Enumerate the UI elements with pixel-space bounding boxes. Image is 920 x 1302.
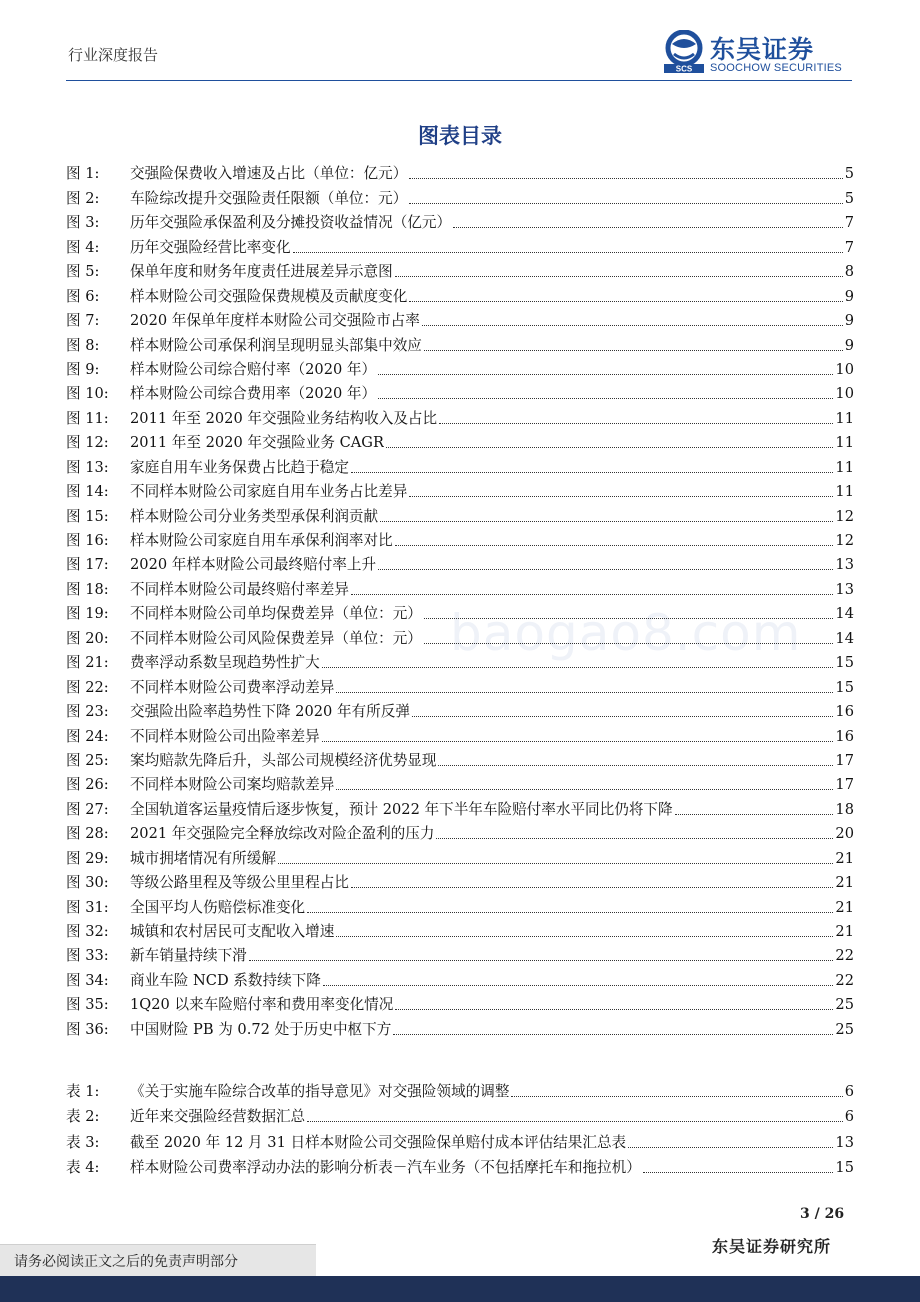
figure-entry[interactable]	[66, 623, 854, 647]
leader-dots	[378, 397, 833, 399]
figure-entry[interactable]	[66, 599, 854, 623]
figure-entry-title: 城镇和农村居民可支配收入增速	[130, 923, 335, 940]
figure-entry[interactable]	[66, 697, 854, 721]
leader-dots	[307, 1120, 843, 1122]
report-type-label: 行业深度报告	[68, 46, 159, 64]
figure-entry[interactable]	[66, 941, 854, 965]
leader-dots	[336, 691, 833, 693]
figure-entry[interactable]	[66, 183, 854, 207]
footer-org: 东吴证券研究所	[712, 1237, 832, 1256]
figure-entry-page: 10	[835, 360, 854, 378]
figure-entry-title: 样本财险公司承保利润呈现明显头部集中效应	[130, 336, 422, 354]
figure-entry-page: 17	[835, 776, 854, 794]
page-title: 图表目录	[418, 123, 502, 148]
figure-entry-title: 车险综改提升交强险责任限额（单位：元）	[130, 189, 408, 207]
figure-entry-label: 图 17:	[66, 556, 109, 574]
figure-entry-title: 不同样本财险公司出险率差异	[130, 727, 320, 745]
figure-entry-title: 样本财险公司交强险保费规模及贡献度变化	[130, 287, 408, 305]
figure-entry-label: 图 24:	[66, 727, 109, 745]
figure-entry-label: 图 36:	[66, 1020, 109, 1038]
figure-entry-label: 图 21:	[66, 654, 109, 672]
table-entry-label: 表 3:	[66, 1133, 100, 1151]
figure-entry-label: 图 18:	[66, 580, 109, 598]
table-entry[interactable]	[66, 1075, 854, 1101]
figure-entry[interactable]	[66, 306, 854, 330]
figure-entry[interactable]	[66, 843, 854, 867]
figure-entry[interactable]	[66, 232, 854, 256]
figure-entry[interactable]	[66, 990, 854, 1014]
table-entry-title: 样本财险公司费率浮动办法的影响分析表－汽车业务（不包括摩托车和拖拉机）	[130, 1159, 641, 1176]
figure-entry-page: 10	[835, 385, 854, 403]
leader-dots	[643, 1171, 834, 1173]
figure-entry-title: 不同样本财险公司费率浮动差异	[130, 678, 335, 696]
leader-dots	[409, 202, 842, 204]
figure-entry[interactable]	[66, 965, 854, 989]
leader-dots	[336, 788, 833, 790]
leader-dots	[249, 959, 834, 961]
svg-text:SCS: SCS	[675, 64, 693, 74]
figure-entry-page: 9	[844, 287, 854, 305]
figure-entry-page: 12	[835, 532, 854, 549]
table-entry[interactable]	[66, 1126, 854, 1152]
figure-entry-page: 16	[835, 727, 854, 745]
figure-entry-label: 图 26:	[66, 776, 109, 794]
figure-entry-label: 图 32:	[66, 923, 109, 940]
table-entry-label: 表 1:	[66, 1082, 100, 1100]
figure-entry[interactable]	[66, 159, 854, 183]
figure-entry[interactable]	[66, 550, 854, 574]
figure-entry-title: 交强险保费收入增速及占比（单位：亿元）	[130, 165, 408, 183]
figure-entry-label: 图 12:	[66, 434, 109, 452]
figure-entry-page: 5	[844, 189, 854, 207]
leader-dots	[322, 666, 834, 668]
figure-entry-page: 15	[835, 678, 854, 696]
figure-entry-label: 图 23:	[66, 703, 109, 721]
figure-entry-page: 9	[844, 312, 854, 330]
figure-entry[interactable]	[66, 672, 854, 696]
table-entry-page: 6	[844, 1108, 854, 1125]
figure-entry-title: 商业车险 NCD 系数持续下降	[130, 971, 321, 989]
figure-entry-label: 图 1:	[66, 165, 100, 183]
figure-entry-label: 图 16:	[66, 532, 109, 549]
figure-entry-page: 11	[835, 409, 854, 427]
figure-entry-page: 11	[835, 458, 854, 476]
leader-dots	[409, 177, 842, 179]
leader-dots	[393, 1033, 833, 1035]
figure-entry[interactable]	[66, 501, 854, 525]
leader-dots	[439, 422, 833, 424]
table-entry-title: 近年来交强险经营数据汇总	[130, 1108, 306, 1125]
figure-entry-label: 图 28:	[66, 825, 109, 843]
figure-entry-title: 历年交强险经营比率变化	[130, 238, 291, 256]
figure-entry-title: 不同样本财险公司案均赔款差异	[130, 776, 335, 794]
watermark: baogao8.com	[450, 604, 802, 662]
figure-entry-label: 图 13:	[66, 458, 109, 476]
leader-dots	[412, 715, 834, 717]
figure-entry[interactable]	[66, 526, 854, 550]
leader-dots	[323, 984, 834, 986]
figure-entry-page: 22	[835, 947, 854, 965]
figure-entry[interactable]	[66, 746, 854, 770]
figure-entry-page: 5	[844, 165, 854, 183]
figure-entry-label: 图 9:	[66, 360, 100, 378]
figure-entry-title: 全国平均人伤赔偿标准变化	[130, 898, 306, 916]
figure-list	[66, 159, 854, 1039]
leader-dots	[438, 764, 833, 766]
leader-dots	[378, 568, 833, 570]
figure-entry-title: 交强险出险率趋势性下降 2020 年有所反弹	[130, 703, 410, 721]
figure-entry[interactable]	[66, 403, 854, 427]
figure-entry-title: 2011 年至 2020 年交强险业务 CAGR	[130, 434, 384, 452]
figure-entry-page: 13	[835, 580, 854, 598]
soochow-logo-icon	[662, 30, 706, 74]
leader-dots	[453, 226, 843, 228]
figure-entry-page: 14	[835, 629, 854, 647]
figure-entry-label: 图 6:	[66, 287, 100, 305]
table-entry-page: 13	[835, 1133, 854, 1151]
figure-entry-page: 9	[844, 336, 854, 354]
figure-entry-title: 全国轨道客运量疫情后逐步恢复，预计 2022 年下半年车险赔付率水平同比仍将下降	[130, 800, 673, 818]
leader-dots	[307, 911, 833, 913]
figure-entry-page: 14	[835, 605, 854, 623]
figure-entry-label: 图 31:	[66, 898, 109, 916]
figure-entry[interactable]	[66, 208, 854, 232]
figure-entry-title: 不同样本财险公司最终赔付率差异	[130, 580, 349, 598]
figure-entry-label: 图 20:	[66, 629, 109, 647]
figure-entry-title: 中国财险 PB 为 0.72 处于历史中枢下方	[130, 1020, 392, 1038]
leader-dots	[511, 1095, 842, 1097]
figure-entry-page: 7	[844, 238, 854, 256]
leader-dots	[380, 520, 833, 522]
figure-entry-label: 图 27:	[66, 800, 109, 818]
leader-dots	[436, 837, 833, 839]
page-indicator: 3 / 26	[800, 1206, 845, 1222]
leader-dots	[351, 471, 834, 473]
figure-entry-title: 城市拥堵情况有所缓解	[130, 849, 276, 867]
figure-entry-label: 图 33:	[66, 947, 109, 965]
figure-entry-label: 图 35:	[66, 996, 109, 1014]
figure-entry-title: 2020 年保单年度样本财险公司交强险市占率	[130, 312, 420, 330]
figure-entry-label: 图 5:	[66, 263, 100, 281]
leader-dots	[336, 935, 833, 937]
figure-entry-label: 图 34:	[66, 971, 109, 989]
figure-entry-title: 样本财险公司综合费用率（2020 年）	[130, 385, 377, 403]
figure-entry-page: 22	[835, 971, 854, 989]
footer-bar	[0, 1276, 920, 1302]
figure-entry-label: 图 8:	[66, 336, 100, 354]
figure-entry-page: 21	[835, 923, 854, 940]
figure-entry-page: 16	[835, 703, 854, 721]
figure-entry-page: 21	[835, 874, 854, 892]
leader-dots	[351, 593, 834, 595]
leader-dots	[409, 300, 842, 302]
leader-dots	[409, 495, 833, 497]
figure-entry-page: 11	[835, 434, 854, 452]
disclaimer-box	[0, 1244, 316, 1277]
figure-entry-label: 图 25:	[66, 751, 109, 769]
leader-dots	[322, 740, 834, 742]
figure-entry-page: 25	[835, 1020, 854, 1038]
figure-entry-label: 图 30:	[66, 874, 109, 892]
figure-entry-label: 图 22:	[66, 678, 109, 696]
figure-entry-label: 图 29:	[66, 849, 109, 867]
leader-dots	[293, 251, 843, 253]
leader-dots	[351, 886, 834, 888]
figure-entry-page: 7	[844, 214, 854, 232]
figure-entry-page: 18	[835, 800, 854, 818]
leader-dots	[422, 324, 843, 326]
figure-entry-page: 15	[835, 654, 854, 672]
table-entry-label: 表 4:	[66, 1159, 100, 1176]
figure-entry[interactable]	[66, 477, 854, 501]
table-entry-label: 表 2:	[66, 1108, 100, 1125]
leader-dots	[395, 544, 834, 546]
figure-entry-label: 图 2:	[66, 189, 100, 207]
figure-entry[interactable]	[66, 892, 854, 916]
figure-entry-page: 12	[835, 507, 854, 525]
figure-entry-page: 25	[835, 996, 854, 1014]
figure-entry-title: 样本财险公司综合赔付率（2020 年）	[130, 360, 377, 378]
figure-entry[interactable]	[66, 452, 854, 476]
figure-entry-title: 1Q20 以来车险赔付率和费用率变化情况	[130, 996, 394, 1014]
figure-entry[interactable]	[66, 428, 854, 452]
figure-entry-title: 不同样本财险公司家庭自用车业务占比差异	[130, 483, 408, 501]
leader-dots	[395, 275, 843, 277]
figure-entry-label: 图 15:	[66, 507, 109, 525]
leader-dots	[424, 349, 843, 351]
leader-dots	[278, 862, 833, 864]
logo-english-name: SOOCHOW SECURITIES	[710, 62, 842, 74]
figure-entry-label: 图 7:	[66, 312, 100, 330]
figure-entry[interactable]	[66, 819, 854, 843]
figure-entry-title: 2020 年样本财险公司最终赔付率上升	[130, 556, 377, 574]
figure-entry-title: 保单年度和财务年度责任进展差异示意图	[130, 263, 393, 281]
leader-dots	[378, 373, 833, 375]
table-list	[66, 1075, 854, 1177]
figure-entry-title: 新车销量持续下滑	[130, 947, 247, 965]
leader-dots	[395, 1008, 833, 1010]
figure-entry-page: 21	[835, 849, 854, 867]
figure-entry[interactable]	[66, 917, 854, 941]
figure-entry-title: 案均赔款先降后升，头部公司规模经济优势显现	[130, 751, 437, 769]
figure-entry-page: 17	[835, 751, 854, 769]
figure-entry-label: 图 11:	[66, 409, 109, 427]
leader-dots	[386, 446, 833, 448]
figure-entry[interactable]	[66, 257, 854, 281]
figure-entry[interactable]	[66, 355, 854, 379]
figure-entry-title: 费率浮动系数呈现趋势性扩大	[130, 654, 320, 672]
table-entry-page: 15	[835, 1159, 854, 1176]
figure-entry-label: 图 10:	[66, 385, 109, 403]
figure-entry-label: 图 4:	[66, 238, 100, 256]
leader-dots	[424, 642, 834, 644]
figure-entry-page: 13	[835, 556, 854, 574]
table-entry-title: 截至 2020 年 12 月 31 日样本财险公司交强险保单赔付成本评估结果汇总表	[130, 1133, 627, 1151]
figure-entry-title: 样本财险公司分业务类型承保利润贡献	[130, 507, 379, 525]
figure-entry[interactable]	[66, 574, 854, 598]
figure-entry-page: 20	[835, 825, 854, 843]
table-entry-page: 6	[844, 1082, 854, 1100]
figure-entry[interactable]	[66, 721, 854, 745]
figure-entry[interactable]	[66, 648, 854, 672]
figure-entry-title: 不同样本财险公司风险保费差异（单位：元）	[130, 629, 422, 647]
header-divider	[66, 80, 852, 81]
figure-entry-title: 等级公路里程及等级公里里程占比	[130, 874, 349, 892]
figure-entry-title: 家庭自用车业务保费占比趋于稳定	[130, 458, 349, 476]
leader-dots	[675, 813, 834, 815]
figure-entry-label: 图 19:	[66, 605, 109, 623]
figure-entry-label: 图 14:	[66, 483, 109, 501]
figure-entry[interactable]	[66, 281, 854, 305]
table-entry[interactable]	[66, 1101, 854, 1127]
figure-entry-page: 11	[835, 483, 854, 501]
figure-entry-page: 21	[835, 898, 854, 916]
figure-entry-page: 8	[844, 263, 854, 281]
figure-entry[interactable]	[66, 868, 854, 892]
leader-dots	[424, 617, 834, 619]
figure-entry-label: 图 3:	[66, 214, 100, 232]
figure-entry-title: 不同样本财险公司单均保费差异（单位：元）	[130, 605, 422, 623]
figure-entry[interactable]	[66, 379, 854, 403]
figure-entry-title: 样本财险公司家庭自用车承保利润率对比	[130, 532, 393, 549]
figure-entry[interactable]	[66, 330, 854, 354]
table-entry-title: 《关于实施车险综合改革的指导意见》对交强险领域的调整	[130, 1082, 510, 1100]
disclaimer-text: 请务必阅读正文之后的免责声明部分	[14, 1254, 238, 1270]
figure-entry-title: 2021 年交强险完全释放综改对险企盈利的压力	[130, 825, 435, 843]
figure-entry[interactable]	[66, 770, 854, 794]
figure-entry[interactable]	[66, 794, 854, 818]
company-logo	[662, 30, 852, 78]
figure-entry[interactable]	[66, 1014, 854, 1038]
figure-entry-title: 历年交强险承保盈利及分摊投资收益情况（亿元）	[130, 214, 452, 232]
logo-chinese-name: 东吴证券	[710, 35, 815, 64]
leader-dots	[628, 1146, 833, 1148]
table-entry[interactable]	[66, 1152, 854, 1178]
figure-entry-title: 2011 年至 2020 年交强险业务结构收入及占比	[130, 409, 438, 427]
